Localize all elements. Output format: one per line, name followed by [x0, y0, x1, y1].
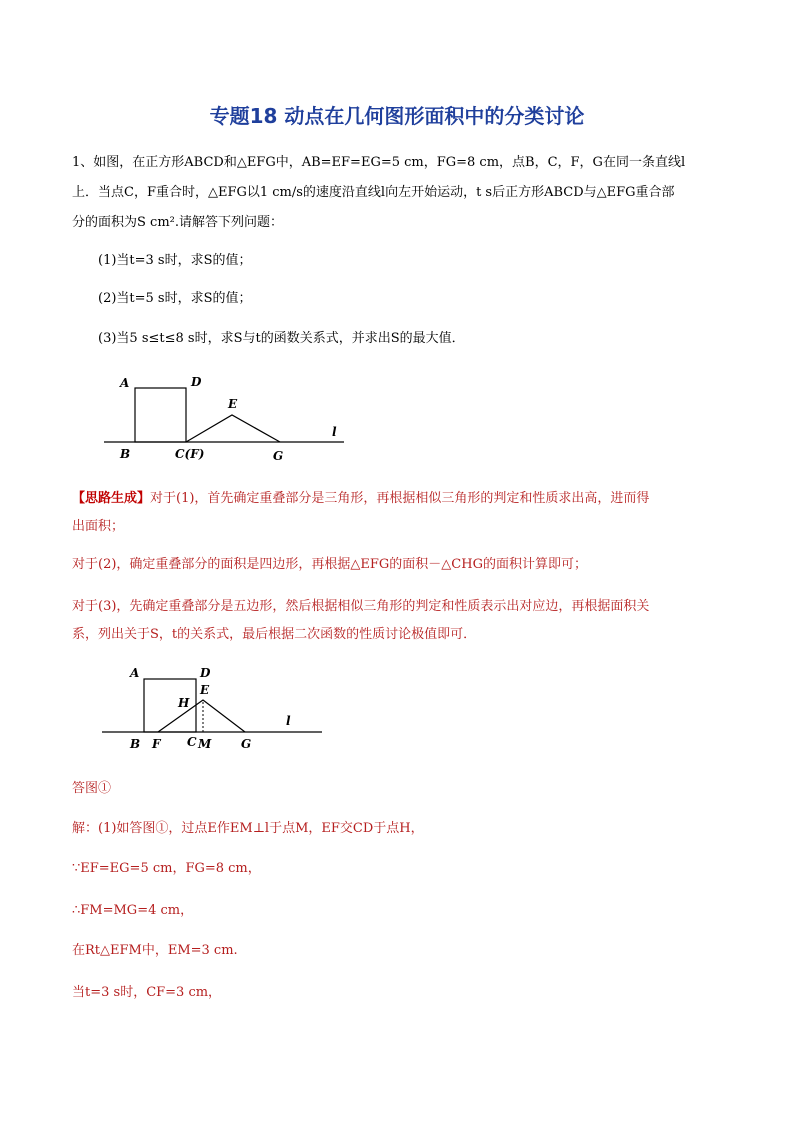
problem-line-3: 分的面积为S cm².请解答下列问题：: [72, 215, 283, 230]
label-CF: C(F): [175, 447, 205, 461]
label-M: M: [198, 737, 212, 751]
label-A: A: [130, 666, 140, 680]
label-C: C: [187, 735, 197, 749]
question-3: (3)当5 s≤t≤8 s时，求S与t的函数关系式，并求出S的最大值．: [98, 331, 465, 346]
triangle-efg: [186, 415, 280, 442]
label-D: D: [200, 666, 211, 680]
question-1: (1)当t=3 s时，求S的值；: [98, 253, 252, 268]
problem-line-2: 上．当点C，F重合时，△EFG以1 cm/s的速度沿直线l向左开始运动，t s后正方形ABCD与△EFG重合部: [72, 185, 675, 200]
solution-line-4: 在Rt△EFM中，EM=3 cm.: [72, 943, 238, 958]
label-F: F: [152, 737, 161, 751]
analysis-p1a: [72, 484, 732, 514]
label-G: G: [273, 449, 284, 463]
label-l: l: [286, 714, 291, 728]
figure-1-diagram: [100, 370, 350, 465]
analysis-p3a: 对于(3)，先确定重叠部分是五边形，然后根据相似三角形的判定和性质表示出对应边，再根据面积关: [72, 599, 650, 614]
label-A: A: [120, 376, 130, 390]
label-E: E: [200, 683, 210, 697]
solution-line-2: ∵EF=EG=5 cm，FG=8 cm，: [72, 861, 261, 876]
label-E: E: [228, 397, 238, 411]
figure-2-caption: 答图①: [72, 781, 112, 796]
square-abcd: [135, 388, 186, 442]
label-B: B: [120, 447, 131, 461]
problem-line-1: 1、如图，在正方形ABCD和△EFG中，AB=EF=EG=5 cm，FG=8 cm，点B，C，F，G在同一条直线l: [72, 155, 686, 170]
analysis-p1a-text: 对于(1)，首先确定重叠部分是三角形，再根据相似三角形的判定和性质求出高，进而得: [150, 491, 650, 506]
page-title: 专题18 动点在几何图形面积中的分类讨论: [209, 104, 585, 128]
analysis-p3b: 系，列出关于S，t的关系式，最后根据二次函数的性质讨论极值即可．: [72, 627, 477, 642]
solution-line-3: ∴FM=MG=4 cm，: [72, 903, 194, 918]
solution-line-1: 解：(1)如答图①，过点E作EM⊥l于点M，EF交CD于点H，: [72, 821, 424, 836]
figure-2-diagram: [100, 662, 330, 752]
analysis-p2: 对于(2)，确定重叠部分的面积是四边形，再根据△EFG的面积－△CHG的面积计算即可；: [72, 557, 587, 572]
analysis-p1b: 出面积；: [72, 519, 125, 534]
label-H: H: [178, 696, 190, 710]
label-l: l: [332, 425, 337, 439]
analysis-bracket: 【思路生成】: [72, 491, 151, 506]
triangle-efg: [158, 700, 245, 732]
label-D: D: [191, 375, 202, 389]
solution-line-5: 当t=3 s时，CF=3 cm，: [72, 985, 222, 1000]
label-B: B: [130, 737, 141, 751]
label-G: G: [241, 737, 252, 751]
question-2: (2)当t=5 s时，求S的值；: [98, 291, 252, 306]
